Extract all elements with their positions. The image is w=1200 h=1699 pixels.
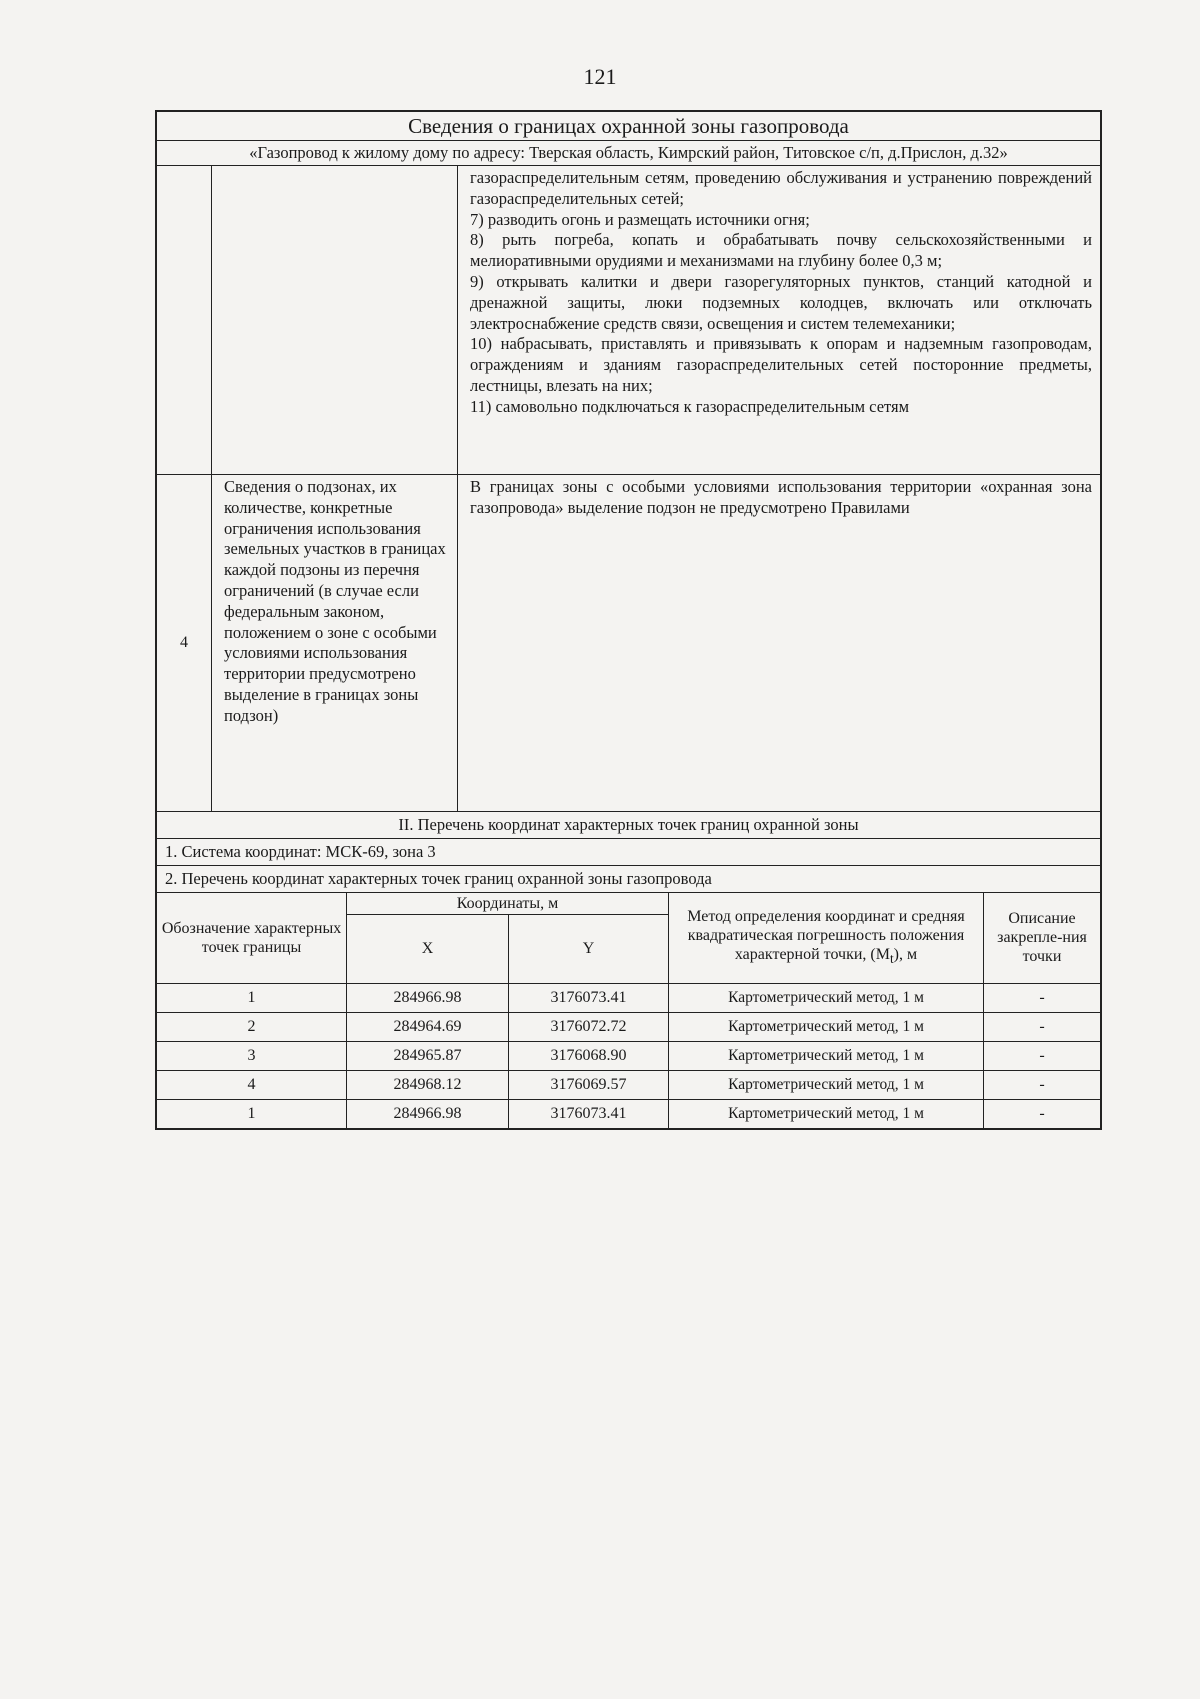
method-value: Картометрический метод, 1 м [669,1041,984,1070]
y-value: 3176072.72 [509,1012,669,1041]
subzones-label: Сведения о подзонах, их количестве, конкретные ограничения использования земельных участков в границах каждой подзоны из перечня ограничений (в случае если федеральным законом, положением о зоне с особыми условиями использования территории предусмотрено выделение в границах зоны подзон) [212,475,458,812]
x-value: 284968.12 [347,1070,509,1099]
point-id: 1 [157,1099,347,1128]
row-name-empty [212,166,458,475]
subzones-value: В границах зоны с особыми условиями использования территории «охранная зона газопровода» выделение подзон не предусмотрено Правилами [458,475,1101,812]
restriction-item: 8) рыть погреба, копать и обрабатывать почву сельскохозяйственными и мелиоративными орудиями и механизмами на глубину более 0,3 м; [470,230,1092,271]
restriction-item: 10) набрасывать, приставлять и привязывать к опорам и надземным газопроводам, ограждениям и зданиям газораспределительных сетей посторонние предметы, лестницы, влезать на них; [470,334,1092,395]
x-value: 284966.98 [347,1099,509,1128]
coordinates-table [156,892,1101,1129]
y-value: 3176073.41 [509,1099,669,1128]
header-method-subscript: t [889,951,894,967]
page-number: 121 [583,64,617,89]
x-value: 284964.69 [347,1012,509,1041]
restrictions-continued [458,166,1101,475]
restriction-item: 9) открывать калитки и двери газорегуляторных пунктов, станций катодной и дренажной защиты, люки подземных колодцев, включать или отключать электроснабжение средств связи, освещения и систем телемеханики; [470,271,1092,333]
document-subtitle: «Газопровод к жилому дому по адресу: Тверская область, Кимрский район, Титовское с/п, д.Прислон, д.32» [157,141,1101,166]
point-id: 1 [157,983,347,1012]
restriction-item: 11) самовольно подключаться к газораспределительным сетям [470,396,910,416]
method-value: Картометрический метод, 1 м [669,1012,984,1041]
section-heading: II. Перечень координат характерных точек границ охранной зоны [157,812,1101,839]
point-id: 3 [157,1041,347,1070]
method-value: Картометрический метод, 1 м [669,1070,984,1099]
table-row [157,1099,1101,1128]
description-value: - [984,1041,1101,1070]
document-title: Сведения о границах охранной зоны газопровода [157,112,1101,141]
x-value: 284965.87 [347,1041,509,1070]
y-value: 3176069.57 [509,1070,669,1099]
coordinate-system: 1. Система координат: МСК-69, зона 3 [157,839,1101,866]
description-value: - [984,1070,1101,1099]
row-number-empty [157,166,212,475]
header-method [669,892,984,983]
point-id: 4 [157,1070,347,1099]
protection-zone-document [155,110,1102,1130]
description-value: - [984,1099,1101,1128]
header-x: X [347,914,509,983]
header-method-unit: ), м [893,945,918,963]
coordinates-list-title: 2. Перечень координат характерных точек границ охранной зоны газопровода [157,866,1101,893]
y-value: 3176073.41 [509,983,669,1012]
restriction-item: газораспределительным сетям, проведению обслуживания и устранению повреждений газораспределительных сетей; [470,168,1092,208]
row-number: 4 [157,475,212,812]
zone-info-table [156,111,1101,893]
x-value: 284966.98 [347,983,509,1012]
description-value: - [984,1012,1101,1041]
header-point: Обозначение характерных точек границы [157,892,347,983]
table-row [157,983,1101,1012]
method-value: Картометрический метод, 1 м [669,1099,984,1128]
point-id: 2 [157,1012,347,1041]
header-y: Y [509,914,669,983]
header-description: Описание закрепле-ния точки [984,892,1101,983]
method-value: Картометрический метод, 1 м [669,983,984,1012]
table-row [157,1041,1101,1070]
y-value: 3176068.90 [509,1041,669,1070]
restriction-item: 7) разводить огонь и размещать источники огня; [470,209,810,229]
header-method-text: Метод определения координат и средняя квадратическая погрешность положения характерной точки, (M [687,907,965,963]
table-row [157,1070,1101,1099]
header-coordinates: Координаты, м [347,892,669,914]
table-row [157,1012,1101,1041]
description-value: - [984,983,1101,1012]
